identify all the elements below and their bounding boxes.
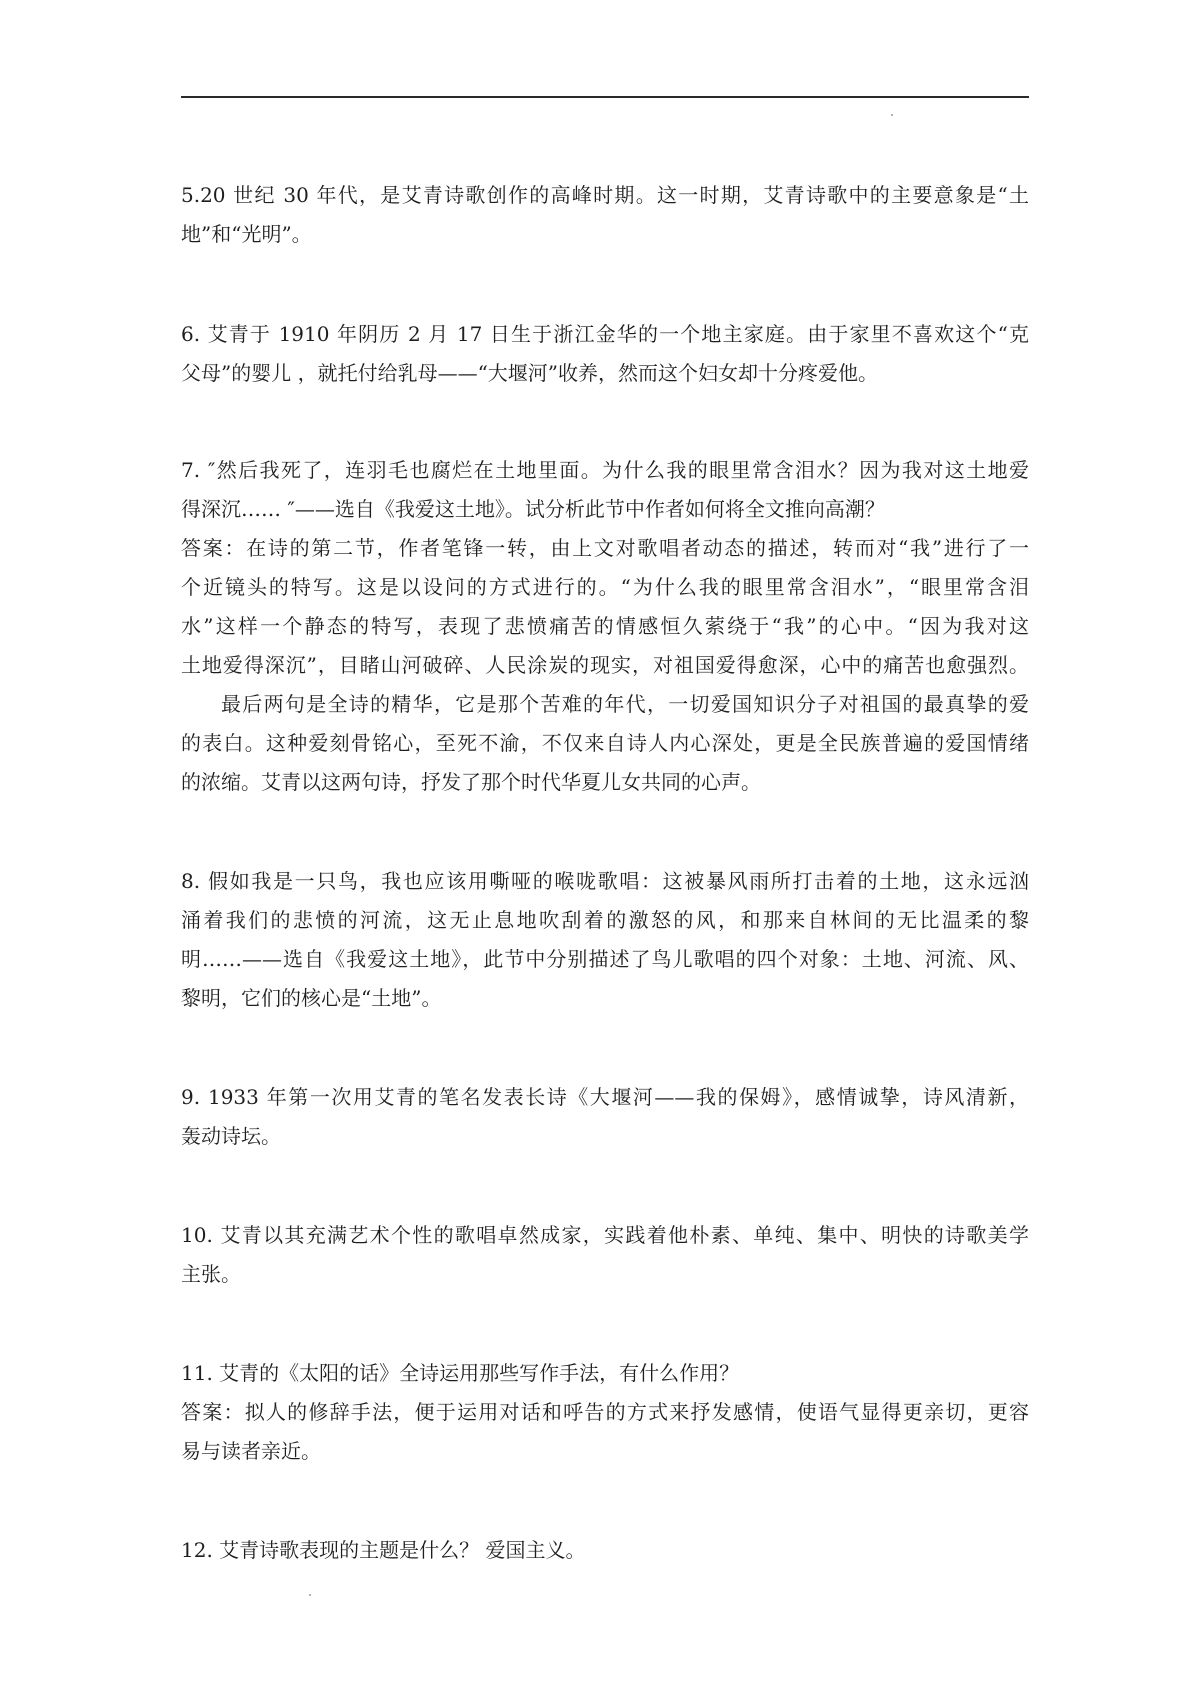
item-7 xyxy=(181,451,1029,802)
answer-line: 最后两句是全诗的精华，它是那个苦难的年代，一切爱国知识分子对祖国的最真挚的爱 xyxy=(221,692,1029,716)
item-10 xyxy=(181,1216,1029,1294)
text-line: 10. 艾青以其充满艺术个性的歌唱卓然成家，实践着他朴素、单纯、集中、明快的诗歌美学 xyxy=(181,1223,1029,1247)
item-12 xyxy=(181,1531,1029,1570)
text-line: 8. 假如我是一只鸟，我也应该用嘶哑的喉咙歌唱：这被暴风雨所打击着的土地，这永远汹 xyxy=(181,869,1029,893)
header-rule xyxy=(181,96,1029,98)
paragraph-gap xyxy=(181,254,1029,315)
answer-line: 易与读者亲近。 xyxy=(181,1439,321,1463)
answer-line: 答案：在诗的第二节，作者笔锋一转，由上文对歌唱者动态的描述，转而对“我”进行了一 xyxy=(181,536,1029,560)
item-11 xyxy=(181,1354,1029,1471)
text-line: 主张。 xyxy=(181,1262,241,1286)
paragraph-gap xyxy=(181,1471,1029,1531)
paragraph-gap xyxy=(181,393,1029,451)
scan-speck-bottom xyxy=(309,1594,311,1596)
paragraph-gap xyxy=(181,802,1029,862)
paragraph-gap xyxy=(181,1018,1029,1078)
text-line: 轰动诗坛。 xyxy=(181,1124,281,1148)
text-line: 涌着我们的悲愤的河流，这无止息地吹刮着的激怒的风，和那来自林间的无比温柔的黎 xyxy=(181,908,1029,932)
answer-line: 的表白。这种爱刻骨铭心，至死不渝，不仅来自诗人内心深处，更是全民族普遍的爱国情绪 xyxy=(181,731,1029,755)
text-line: 地”和“光明”。 xyxy=(181,222,312,246)
answer-line: 答案：拟人的修辞手法，便于运用对话和呼告的方式来抒发感情，使语气显得更亲切，更容 xyxy=(181,1400,1029,1424)
text-line: 7. ″然后我死了，连羽毛也腐烂在土地里面。为什么我的眼里常含泪水？因为我对这土地爱 xyxy=(181,458,1029,482)
text-line: 明……——选自《我爱这土地》，此节中分别描述了鸟儿歌唱的四个对象：土地、河流、风、 xyxy=(181,947,1029,971)
item-5 xyxy=(181,176,1029,254)
text-line: 11. 艾青的《太阳的话》全诗运用那些写作手法，有什么作用？ xyxy=(181,1361,740,1385)
answer-line: 的浓缩。艾青以这两句诗，抒发了那个时代华夏儿女共同的心声。 xyxy=(181,770,761,794)
scan-speck-top xyxy=(891,114,893,116)
text-line: 黎明，它们的核心是“土地”。 xyxy=(181,986,442,1010)
text-line: 12. 艾青诗歌表现的主题是什么？ 爱国主义。 xyxy=(181,1538,586,1562)
item-9 xyxy=(181,1078,1029,1156)
item-8 xyxy=(181,862,1029,1018)
paragraph-gap xyxy=(181,1156,1029,1216)
text-line: 父母”的婴儿 ，就托付给乳母——“大堰河”收养，然而这个妇女却十分疼爱他。 xyxy=(181,361,879,385)
answer-line: 个近镜头的特写。这是以设问的方式进行的。“为什么我的眼里常含泪水”，“眼里常含泪 xyxy=(181,575,1029,599)
text-line: 6. 艾青于 1910 年阴历 2 月 17 日生于浙江金华的一个地主家庭。由于家里不喜欢这个“克 xyxy=(181,322,1029,346)
text-line: 9. 1933 年第一次用艾青的笔名发表长诗《大堰河——我的保姆》，感情诚挚，诗风清新， xyxy=(181,1085,1029,1109)
paragraph-gap xyxy=(181,1294,1029,1354)
document-body xyxy=(181,176,1029,1570)
text-line: 得深沉…… ″——选自《我爱这土地》。试分析此节中作者如何将全文推向高潮？ xyxy=(181,497,885,521)
item-6 xyxy=(181,315,1029,393)
answer-line: 土地爱得深沉”，目睹山河破碎、人民涂炭的现实，对祖国爱得愈深，心中的痛苦也愈强烈。 xyxy=(181,653,1029,677)
answer-line: 水”这样一个静态的特写，表现了悲愤痛苦的情感恒久萦绕于“我”的心中。“因为我对这 xyxy=(181,614,1029,638)
text-line: 5.20 世纪 30 年代，是艾青诗歌创作的高峰时期。这一时期，艾青诗歌中的主要意象是“土 xyxy=(181,183,1029,207)
